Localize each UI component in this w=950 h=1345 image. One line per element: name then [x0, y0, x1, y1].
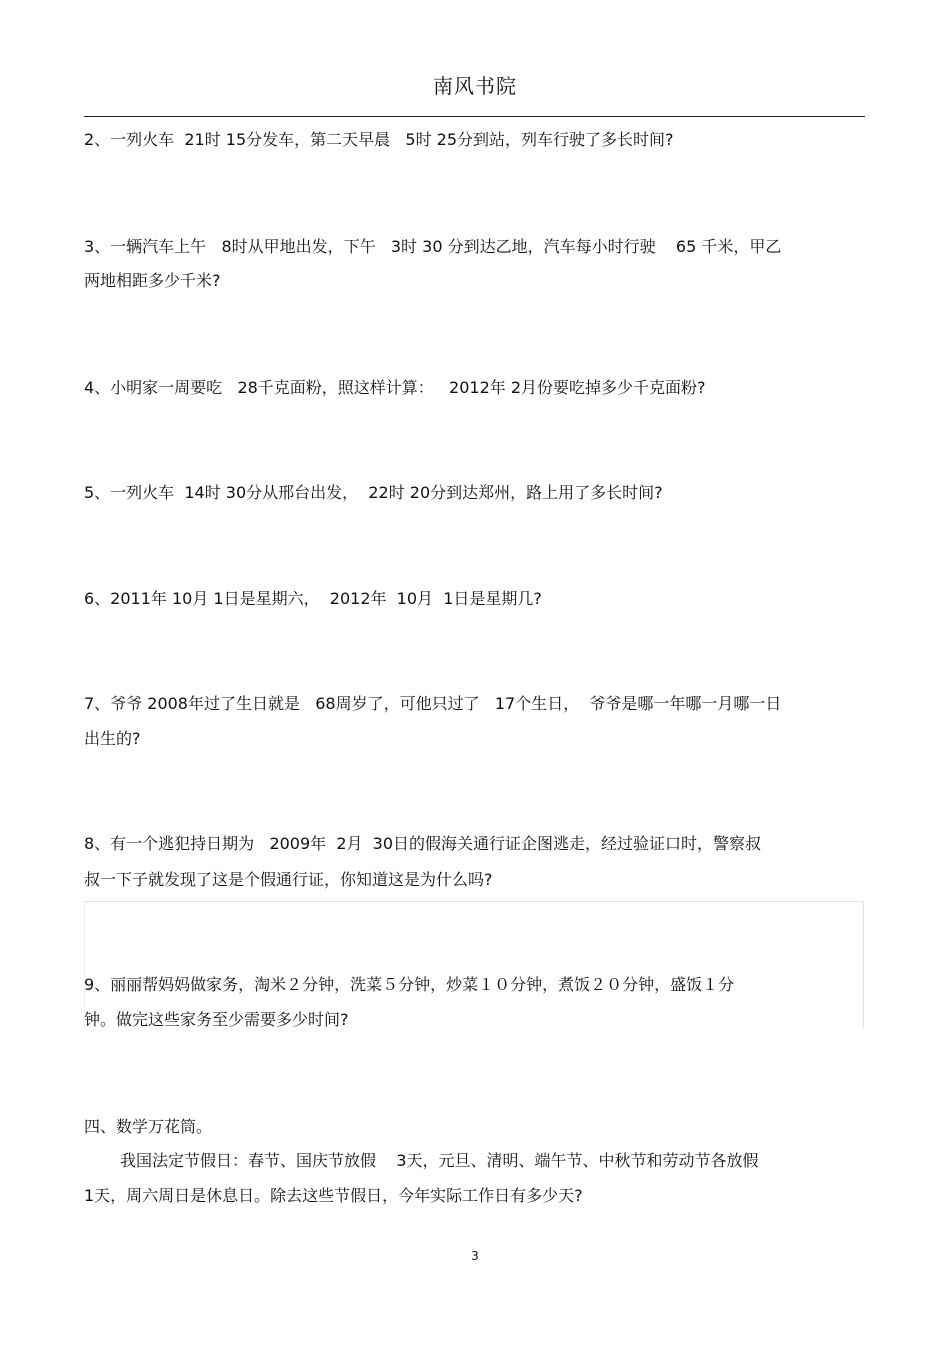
question-8-line-2: 叔一下子就发现了这是个假通行证，你知道这是为什么吗? — [84, 870, 493, 889]
question-5-line-1: 5、一列火车 14时 30分从邢台出发， 22时 20分到达郑州，路上用了多长时间? — [84, 483, 663, 502]
section-4-line-2: 1天，周六周日是休息日。除去这些节假日，今年实际工作日有多少天? — [84, 1186, 583, 1205]
question-3-line-1: 3、一辆汽车上午 8时从甲地出发，下午 3时 30 分到达乙地，汽车每小时行驶 65 千米，甲乙 — [84, 237, 782, 256]
section-4-line-1: 我国法定节假日：春节、国庆节放假 3天，元旦、清明、端午节、中秋节和劳动节各放假 — [120, 1151, 759, 1170]
section-4-heading: 四、数学万花筒。 — [84, 1117, 213, 1136]
question-3-line-2: 两地相距多少千米? — [84, 271, 221, 290]
question-2-line-1: 2、一列火车 21时 15分发车，第二天早晨 5时 25分到站，列车行驶了多长时间? — [84, 130, 674, 149]
question-7-line-2: 出生的? — [84, 729, 141, 748]
question-6-line-1: 6、2011年 10月 1日是星期六， 2012年 10月 1日是星期几? — [84, 589, 542, 608]
question-9-line-1: 9、丽丽帮妈妈做家务，淘米２分钟，洗菜５分钟，炒菜１０分钟，煮饭２０分钟，盛饭１分 — [84, 975, 735, 994]
page-number: 3 — [471, 1249, 479, 1263]
question-9-line-2: 钟。做完这些家务至少需要多少时间? — [84, 1010, 349, 1029]
question-8-line-1: 8、有一个逃犯持日期为 2009年 2月 30日的假海关通行证企图逃走，经过验证口时，警察叔 — [84, 834, 762, 853]
question-4-line-1: 4、小明家一周要吃 28千克面粉，照这样计算： 2012年 2月份要吃掉多少千克面粉? — [84, 378, 706, 397]
header-divider — [84, 116, 865, 117]
page-header-title: 南风书院 — [433, 74, 517, 98]
question-7-line-1: 7、爷爷 2008年过了生日就是 68周岁了，可他只过了 17个生日， 爷爷是哪一年哪一月哪一日 — [84, 694, 782, 713]
